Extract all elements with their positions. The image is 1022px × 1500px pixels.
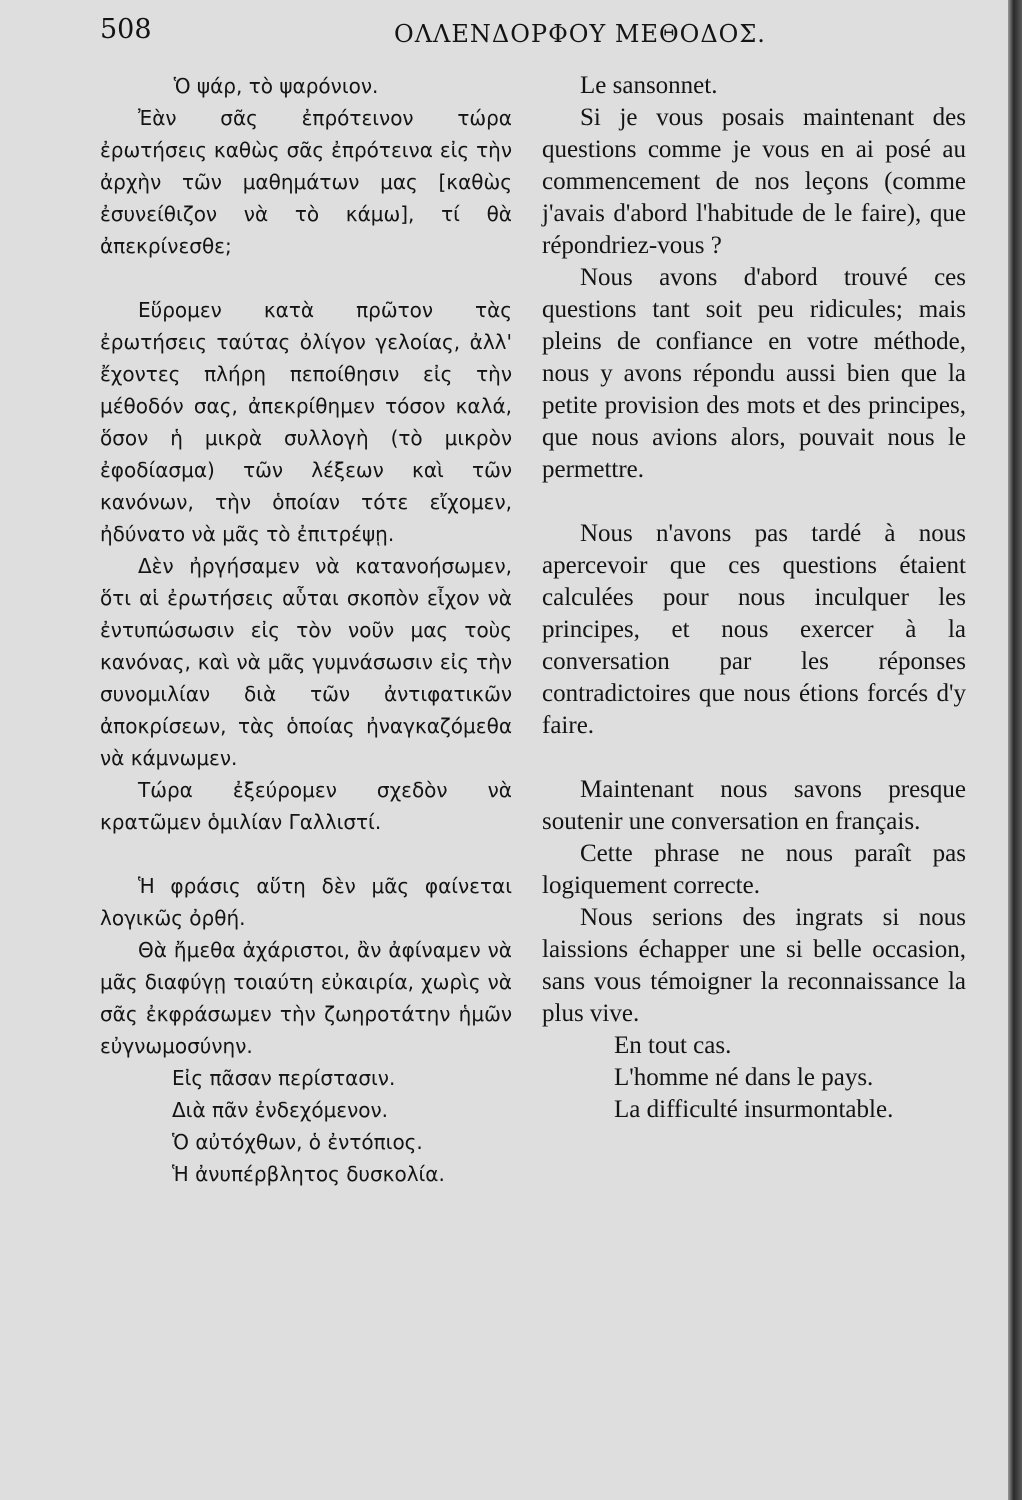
french-column [542,70,966,1320]
page-header [100,12,980,52]
french-paragraph: Nous n'avons pas tardé à nous apercevoir que ces questions étaient calculées pour nous inculquer les principes, et nous exercer à la conversation par les réponses contradictoires que nous étions forcés d'y faire. [542,520,966,739]
french-phrase-list [542,1030,966,1126]
greek-column [100,70,512,1320]
greek-paragraph: Ἐὰν σᾶς ἐπρότεινον τώρα ἐρωτήσεις καθὼς σᾶς ἐπρότεινα εἰς τὴν ἀρχὴν τῶν μαθημάτων μας [καθὼς ἐσυνείθιζον νὰ τὸ κάμω], τί θὰ ἀπεκρίνεσθε; [100,106,512,258]
page-edge-shadow [1008,0,1022,1500]
greek-paragraph: Εὕρομεν κατὰ πρῶτον τὰς ἐρωτήσεις ταύτας ὀλίγον γελοίας, ἀλλ' ἔχοντες πλήρη πεποίθησιν εἰς τὴν μέθοδόν σας, ἀπεκρίθημεν τόσον καλά, ὅσον ἡ μικρὰ συλλογὴ (τὸ μικρὸν ἐφοδίασμα) τῶν λέξεων καὶ τῶν κανόνων, τὴν ὁποίαν τότε εἴχομεν, ἠδύνατο νὰ μᾶς τὸ ἐπιτρέψῃ. [100,298,512,546]
french-paragraph: Cette phrase ne nous paraît pas logiquement correcte. [542,840,966,899]
spacer [100,262,512,294]
greek-phrase: Εἰς πᾶσαν περίστασιν. [172,1066,396,1090]
greek-phrase: Διὰ πᾶν ἐνδεχόμενον. [172,1098,389,1122]
greek-heading: Ὁ ψάρ, τὸ ψαρόνιον. [173,74,379,98]
greek-paragraph: Θὰ ἤμεθα ἀχάριστοι, ἂν ἀφίναμεν νὰ μᾶς διαφύγῃ τοιαύτη εὐκαιρία, χωρὶς νὰ σᾶς ἐκφράσωμεν τὴν ζωηροτάτην ἡμῶν εὐγνωμοσύνην. [100,938,512,1058]
french-phrase: L'homme né dans le pays. [614,1064,874,1091]
french-paragraph: Maintenant nous savons presque soutenir une conversation en français. [542,776,966,835]
spacer [542,486,966,518]
greek-phrase: Ὁ αὐτόχθων, ὁ ἐντόπιος. [172,1130,423,1154]
spacer [542,742,966,774]
running-title: ΟΛΛΕΝΔΟΡΦΟΥ ΜΕΘΟΔΟΣ. [394,20,766,48]
greek-phrase-list [100,1062,512,1190]
greek-paragraph: Ἡ φράσις αὕτη δὲν μᾶς φαίνεται λογικῶς ὀρθή. [100,874,512,930]
spacer [100,838,512,870]
french-paragraph: Nous avons d'abord trouvé ces questions tant soit peu ridicules; mais pleins de confiance en votre méthode, nous y avons répondu aussi bien que la petite provision des mots et des principes, que nous avions alors, pouvait nous le permettre. [542,264,966,483]
french-heading: Le sansonnet. [580,72,718,99]
page-number: 508 [100,14,152,45]
french-paragraph: Si je vous posais maintenant des questions comme je vous en ai posé au commencement de nos leçons (comme j'avais d'abord l'habitude de le faire), que répondriez-vous ? [542,104,966,259]
greek-paragraph: Δὲν ἠργήσαμεν νὰ κατανοήσωμεν, ὅτι αἱ ἐρωτήσεις αὗται σκοπὸν εἶχον νὰ ἐντυπώσωσιν εἰς τὸν νοῦν μας τοὺς κανόνας, καὶ νὰ μᾶς γυμνάσωσιν εἰς τὴν συνομιλίαν διὰ τῶν ἀντιφατικῶν ἀποκρίσεων, τὰς ὁποίας ἠναγκαζόμεθα νὰ κάμνωμεν. [100,554,512,770]
greek-phrase: Ἡ ἀνυπέρβλητος δυσκολία. [172,1162,445,1186]
french-phrase: La difficulté insurmontable. [614,1096,894,1123]
greek-paragraph: Τώρα ἐξεύρομεν σχεδὸν νὰ κρατῶμεν ὁμιλίαν Γαλλιστί. [100,778,512,834]
french-paragraph: Nous serions des ingrats si nous laissions échapper une si belle occasion, sans vous témoigner la reconnaissance la plus vive. [542,904,966,1027]
french-phrase: En tout cas. [614,1032,732,1059]
